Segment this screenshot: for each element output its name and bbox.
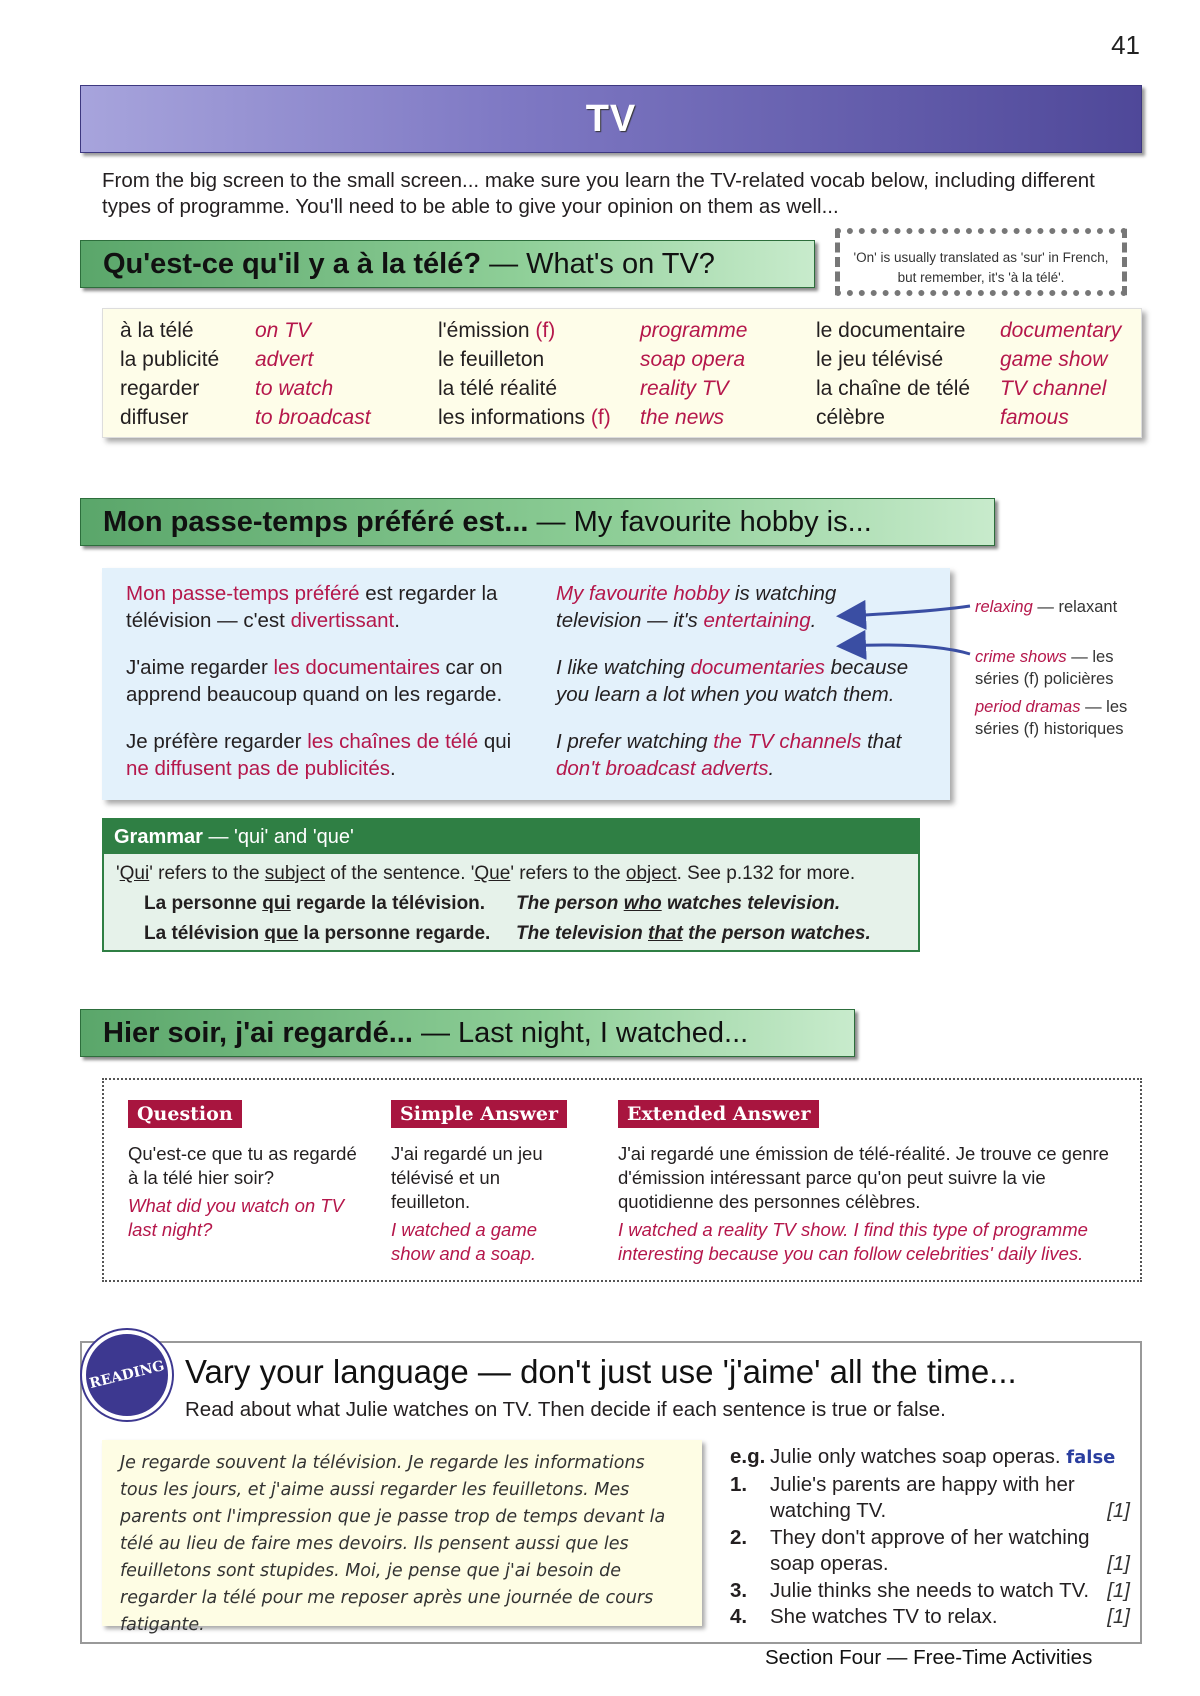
reading-badge-label: READING [87, 1357, 167, 1393]
vocab-en: to broadcast [255, 406, 371, 429]
highlight: divertissant [290, 609, 395, 632]
vocab-col-1-en [255, 316, 371, 432]
tag-simple-answer: Simple Answer [391, 1100, 567, 1128]
text: is watching television — it's [556, 582, 837, 632]
question-item [730, 1525, 1130, 1578]
vocab-col-3-fr [816, 316, 970, 432]
vocab-word: les informations [438, 406, 586, 429]
text: that [861, 730, 902, 753]
grammar-example-2-fr [144, 922, 490, 946]
vocab-fr: regarder [120, 377, 200, 400]
text: regarde la télévision. [290, 893, 486, 914]
vocab-word: l'émission [438, 319, 530, 342]
side-note-relaxing [975, 596, 1155, 618]
section-heading-whats-on-tv [80, 240, 815, 288]
side-fr: — les séries (f) historiques [975, 698, 1128, 738]
text: . [768, 757, 775, 780]
vocab-fr: le documentaire [816, 319, 966, 342]
question-mark: [1] [1107, 1499, 1130, 1522]
sentence-3-fr [126, 728, 516, 782]
tag-extended-answer: Extended Answer [618, 1100, 819, 1128]
text: . [810, 609, 817, 632]
example-question [730, 1444, 1130, 1472]
vocab-en: TV channel [1000, 377, 1107, 400]
vocab-word: la télé réalité [438, 377, 558, 400]
question-number: 1. [730, 1472, 748, 1496]
grammar-heading [104, 820, 918, 854]
vocab-word: le feuilleton [438, 348, 545, 371]
vocab-fr: la chaîne de télé [816, 377, 971, 400]
text: la personne regarde. [298, 923, 491, 944]
extended-answer-en: I watched a reality TV show. I find this type of programme interesting because you can follow celebrities' daily lives. [618, 1219, 1088, 1264]
arrow-relaxing [842, 606, 970, 616]
vocab-fr [438, 374, 611, 403]
text: Je préfère regarder [126, 730, 308, 753]
simple-answer-en: I watched a game show and a soap. [391, 1219, 538, 1264]
reading-heading: Vary your language — don't just use 'j'aime' all the time... [185, 1353, 1017, 1390]
side-note-period-dramas [975, 696, 1155, 740]
vocab-fr: diffuser [120, 406, 189, 429]
underlined: Que [474, 863, 511, 884]
grammar-example-1-fr [144, 892, 485, 916]
highlight: documentaries [690, 656, 825, 679]
section-heading-last-night [80, 1009, 855, 1057]
question-item [730, 1578, 1130, 1605]
vocab-en: famous [1000, 406, 1069, 429]
text: . See p.132 for more. [676, 863, 856, 884]
vocab-box [102, 308, 1142, 438]
tag-question: Question [128, 1100, 242, 1128]
extended-answer-fr: J'ai regardé une émission de télé-réalité. Je trouve ce genre d'émission intéressant parce qu'on peut suivre la vie quotidienne des personnes célèbres. [618, 1143, 1109, 1212]
question-item [730, 1472, 1130, 1525]
vocab-en: advert [255, 348, 314, 371]
example-label: e.g. [730, 1445, 766, 1468]
text: . [394, 609, 400, 632]
underlined: que [264, 923, 299, 944]
heading-fr: Mon passe-temps préféré est... [103, 506, 529, 538]
text: I prefer watching [556, 730, 714, 753]
vocab-col-2-fr [438, 316, 611, 432]
vocab-col-2-en [640, 316, 747, 432]
side-en: period dramas [975, 698, 1081, 716]
grammar-example-1-en [516, 892, 840, 916]
vocab-col-1-fr [120, 316, 219, 432]
text: The person [516, 893, 624, 914]
example-answer: false [1066, 1447, 1116, 1468]
vocab-fr [438, 316, 611, 345]
text: the person watches. [682, 923, 871, 944]
reading-badge [82, 1330, 172, 1420]
text: because you learn a lot when you watch them. [556, 656, 909, 706]
arrow-crime-shows [842, 645, 970, 654]
example-sentences-box [102, 568, 950, 800]
highlight: the TV channels [713, 730, 862, 753]
tip-note: 'On' is usually translated as 'sur' in French, but remember, it's 'à la télé'. [835, 228, 1127, 296]
text: qui [478, 730, 512, 753]
grammar-topic: — 'qui' and 'que' [202, 826, 354, 848]
heading-fr: Qu'est-ce qu'il y a à la télé? [103, 248, 482, 280]
simple-answer-fr: J'ai regardé un jeu télévisé et un feuilleton. [391, 1143, 543, 1212]
side-fr: — les séries (f) policières [975, 648, 1114, 688]
side-fr: — relaxant [1032, 598, 1118, 616]
vocab-en: on TV [255, 319, 312, 342]
gender-mark: (f) [590, 406, 611, 429]
highlight: Mon passe-temps préféré [126, 582, 360, 605]
heading-en: — What's on TV? [481, 248, 715, 280]
text: car on apprend beaucoup quand on les regarde. [126, 656, 503, 706]
side-en: relaxing [975, 598, 1033, 616]
underlined: that [647, 923, 683, 944]
sentence-3-en [556, 728, 926, 782]
highlight: don't broadcast adverts [556, 757, 769, 780]
text: La télévision [144, 923, 265, 944]
question-mark: [1] [1107, 1578, 1130, 1602]
vocab-fr [438, 345, 611, 374]
page-title: TV [585, 98, 637, 140]
question-text: They don't approve of her watching soap operas. [770, 1525, 1090, 1575]
underlined: Qui [119, 863, 150, 884]
highlight: ne diffusent pas de publicités [126, 757, 391, 780]
vocab-fr: le jeu télévisé [816, 348, 944, 371]
title-banner [80, 85, 1142, 153]
grammar-rule [116, 862, 855, 886]
grammar-example-2-en [516, 922, 871, 946]
sentence-2-fr [126, 654, 516, 708]
heading-en: — Last night, I watched... [412, 1017, 749, 1049]
text: The television [516, 923, 648, 944]
question-number: 2. [730, 1525, 748, 1549]
question-number: 3. [730, 1578, 748, 1602]
sentence-1-fr [126, 580, 516, 634]
question-item [730, 1604, 1130, 1631]
question-fr: Qu'est-ce que tu as regardé à la télé hier soir? [128, 1143, 357, 1188]
page-number: 41 [1111, 30, 1140, 60]
text: watches television. [661, 893, 841, 914]
heading-fr: Hier soir, j'ai regardé... [103, 1017, 413, 1049]
text: ' refers to the [149, 863, 265, 884]
question-mark: [1] [1107, 1605, 1130, 1628]
vocab-fr [438, 403, 611, 432]
grammar-label: Grammar [114, 826, 203, 848]
question-text: Julie thinks she needs to watch TV. [770, 1578, 1090, 1602]
highlight: My favourite hobby [556, 582, 730, 605]
highlight: les documentaires [273, 656, 440, 679]
side-en: crime shows [975, 648, 1067, 666]
vocab-en: documentary [1000, 319, 1122, 342]
text: . [390, 757, 396, 780]
page-footer: Section Four — Free-Time Activities [765, 1646, 1093, 1669]
text: La personne [144, 893, 263, 914]
true-false-questions [730, 1444, 1130, 1631]
vocab-fr: la publicité [120, 348, 220, 371]
vocab-en: to watch [255, 377, 334, 400]
text: ' [116, 863, 120, 884]
question-text: Julie only watches soap operas. [770, 1445, 1061, 1468]
question-number: 4. [730, 1605, 748, 1628]
vocab-fr: à la télé [120, 319, 194, 342]
question-text: She watches TV to relax. [770, 1605, 998, 1628]
vocab-fr: célèbre [816, 406, 885, 429]
vocab-en: reality TV [640, 377, 729, 400]
question-answer-box [102, 1078, 1142, 1282]
text: J'aime regarder [126, 656, 274, 679]
question-mark: [1] [1107, 1552, 1130, 1575]
underlined: who [623, 893, 662, 914]
underlined: object [625, 863, 677, 884]
arrows-graphic [830, 590, 980, 670]
text: est regarder la télévision — c'est [126, 582, 498, 632]
side-note-crime-shows [975, 646, 1155, 690]
section-heading-favourite-hobby [80, 498, 995, 546]
underlined: subject [264, 863, 325, 884]
vocab-en: game show [1000, 348, 1108, 371]
question-text: Julie's parents are happy with her watching TV. [770, 1472, 1075, 1522]
question-en: What did you watch on TV last night? [128, 1195, 344, 1240]
underlined: qui [262, 893, 291, 914]
highlight: les chaînes de télé [307, 730, 479, 753]
text: I like watching [556, 656, 691, 679]
reading-instructions: Read about what Julie watches on TV. Then decide if each sentence is true or false. [185, 1398, 946, 1421]
reading-passage: Je regarde souvent la télévision. Je regarde les informations tous les jours, et j'aime aussi regarder les feuilletons. Mes parents ont l'impression que je passe trop de temps devant la télé au lieu de faire mes devoirs. Ils pensent aussi que les feuilletons sont stupides. Moi, je pense que j'ai besoin de regarder la télé pour me reposer après une journée de cours fatigante. [102, 1440, 702, 1626]
heading-en: — My favourite hobby is... [528, 506, 872, 538]
vocab-en: soap opera [640, 348, 746, 371]
gender-mark: (f) [535, 319, 556, 342]
intro-text: From the big screen to the small screen... make sure you learn the TV-related vocab below, including different types of programme. You'll need to be able to give your opinion on them as well... [102, 169, 1095, 218]
vocab-col-3-en [1000, 316, 1121, 432]
text: ' refers to the [510, 863, 626, 884]
grammar-box [102, 818, 920, 952]
text: of the sentence. ' [325, 863, 475, 884]
vocab-en: programme [640, 319, 748, 342]
highlight: entertaining [703, 609, 811, 632]
vocab-en: the news [640, 406, 725, 429]
